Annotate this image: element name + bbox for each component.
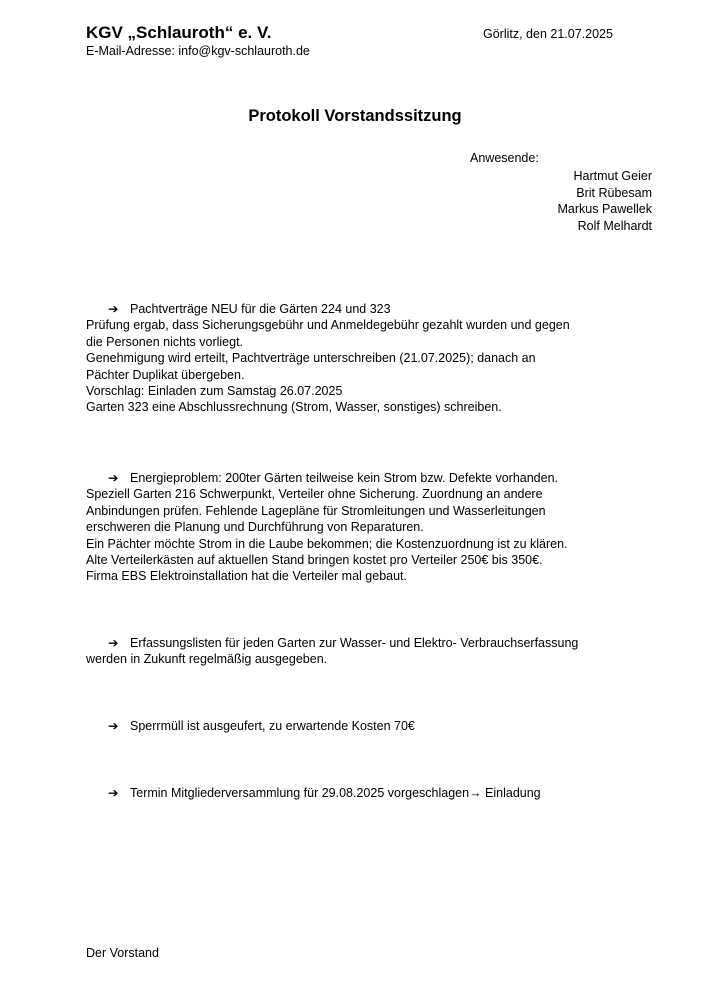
right-arrow-icon: ➔ <box>108 471 119 485</box>
agenda-item-heading-text: Pachtverträge NEU für die Gärten 224 und 323 <box>130 302 391 316</box>
organization-name: KGV „Schlauroth“ e. V. <box>86 23 272 42</box>
agenda-item-lease-contracts <box>86 301 666 416</box>
agenda-item-text: Prüfung ergab, dass Sicherungsgebühr und Anmeldegebühr gezahlt wurden und gegen <box>86 318 570 333</box>
attendees-label: Anwesende: <box>470 151 539 165</box>
agenda-item-text: Firma EBS Elektroinstallation hat die Verteiler mal gebaut. <box>86 569 407 584</box>
agenda-item-text: Ein Pächter möchte Strom in die Laube bekommen; die Kostenzuordnung ist zu klären. <box>86 536 568 551</box>
agenda-item-text: die Personen nichts vorliegt. <box>86 334 244 349</box>
agenda-item-text: werden in Zukunft regelmäßig ausgegeben. <box>86 652 328 667</box>
agenda-item-heading <box>86 785 666 801</box>
attendee-name: Rolf Melhardt <box>577 218 652 233</box>
agenda-item-text: Speziell Garten 216 Schwerpunkt, Verteiler ohne Sicherung. Zuordnung an andere <box>86 487 543 502</box>
agenda-item-energy-problem <box>86 470 666 585</box>
right-arrow-icon: ➔ <box>108 302 119 316</box>
document-title: Protokoll Vorstandssitzung <box>248 107 462 125</box>
signature: Der Vorstand <box>86 946 159 960</box>
agenda-item-text: erschweren die Planung und Durchführung von Reparaturen. <box>86 520 424 535</box>
agenda-item-heading-text: Termin Mitgliederversammlung für 29.08.2025 vorgeschlagen→ Einladung <box>130 786 541 800</box>
right-arrow-icon: ➔ <box>108 719 119 733</box>
agenda-item-heading-text: Energieproblem: 200ter Gärten teilweise kein Strom bzw. Defekte vorhanden. <box>130 471 559 485</box>
agenda-item-text: Vorschlag: Einladen zum Samstag 26.07.2025 <box>86 384 343 399</box>
right-arrow-icon: ➔ <box>108 786 119 800</box>
place-and-date: Görlitz, den 21.07.2025 <box>483 27 613 41</box>
agenda-item-consumption-lists <box>86 635 666 668</box>
agenda-item-heading <box>86 718 666 734</box>
agenda-item-heading-text: Sperrmüll ist ausgeufert, zu erwartende Kosten 70€ <box>130 719 415 733</box>
attendees-list <box>558 168 652 234</box>
agenda-item-text: Genehmigung wird erteilt, Pachtverträge unterschreiben (21.07.2025); danach an <box>86 351 536 366</box>
attendee-name: Markus Pawellek <box>557 202 652 217</box>
attendee-name: Brit Rübesam <box>576 185 652 200</box>
attendee-name: Hartmut Geier <box>573 169 652 183</box>
agenda-item-heading <box>86 635 666 651</box>
agenda-item-heading <box>86 470 666 486</box>
right-arrow-icon: ➔ <box>108 636 119 650</box>
agenda-item-bulky-waste <box>86 718 666 734</box>
agenda-item-text: Garten 323 eine Abschlussrechnung (Strom, Wasser, sonstiges) schreiben. <box>86 400 502 415</box>
agenda-item-text: Alte Verteilerkästen auf aktuellen Stand bringen kostet pro Verteiler 250€ bis 350€. <box>86 553 543 568</box>
agenda-item-text: Anbindungen prüfen. Fehlende Lagepläne für Stromleitungen und Wasserleitungen <box>86 503 546 518</box>
agenda-item-heading <box>86 301 666 317</box>
agenda-item-general-meeting <box>86 785 666 801</box>
email-address: E-Mail-Adresse: info@kgv-schlauroth.de <box>86 44 310 58</box>
agenda-item-heading-text: Erfassungslisten für jeden Garten zur Wasser- und Elektro- Verbrauchserfassung <box>130 636 579 650</box>
agenda-item-text: Pächter Duplikat übergeben. <box>86 367 245 382</box>
